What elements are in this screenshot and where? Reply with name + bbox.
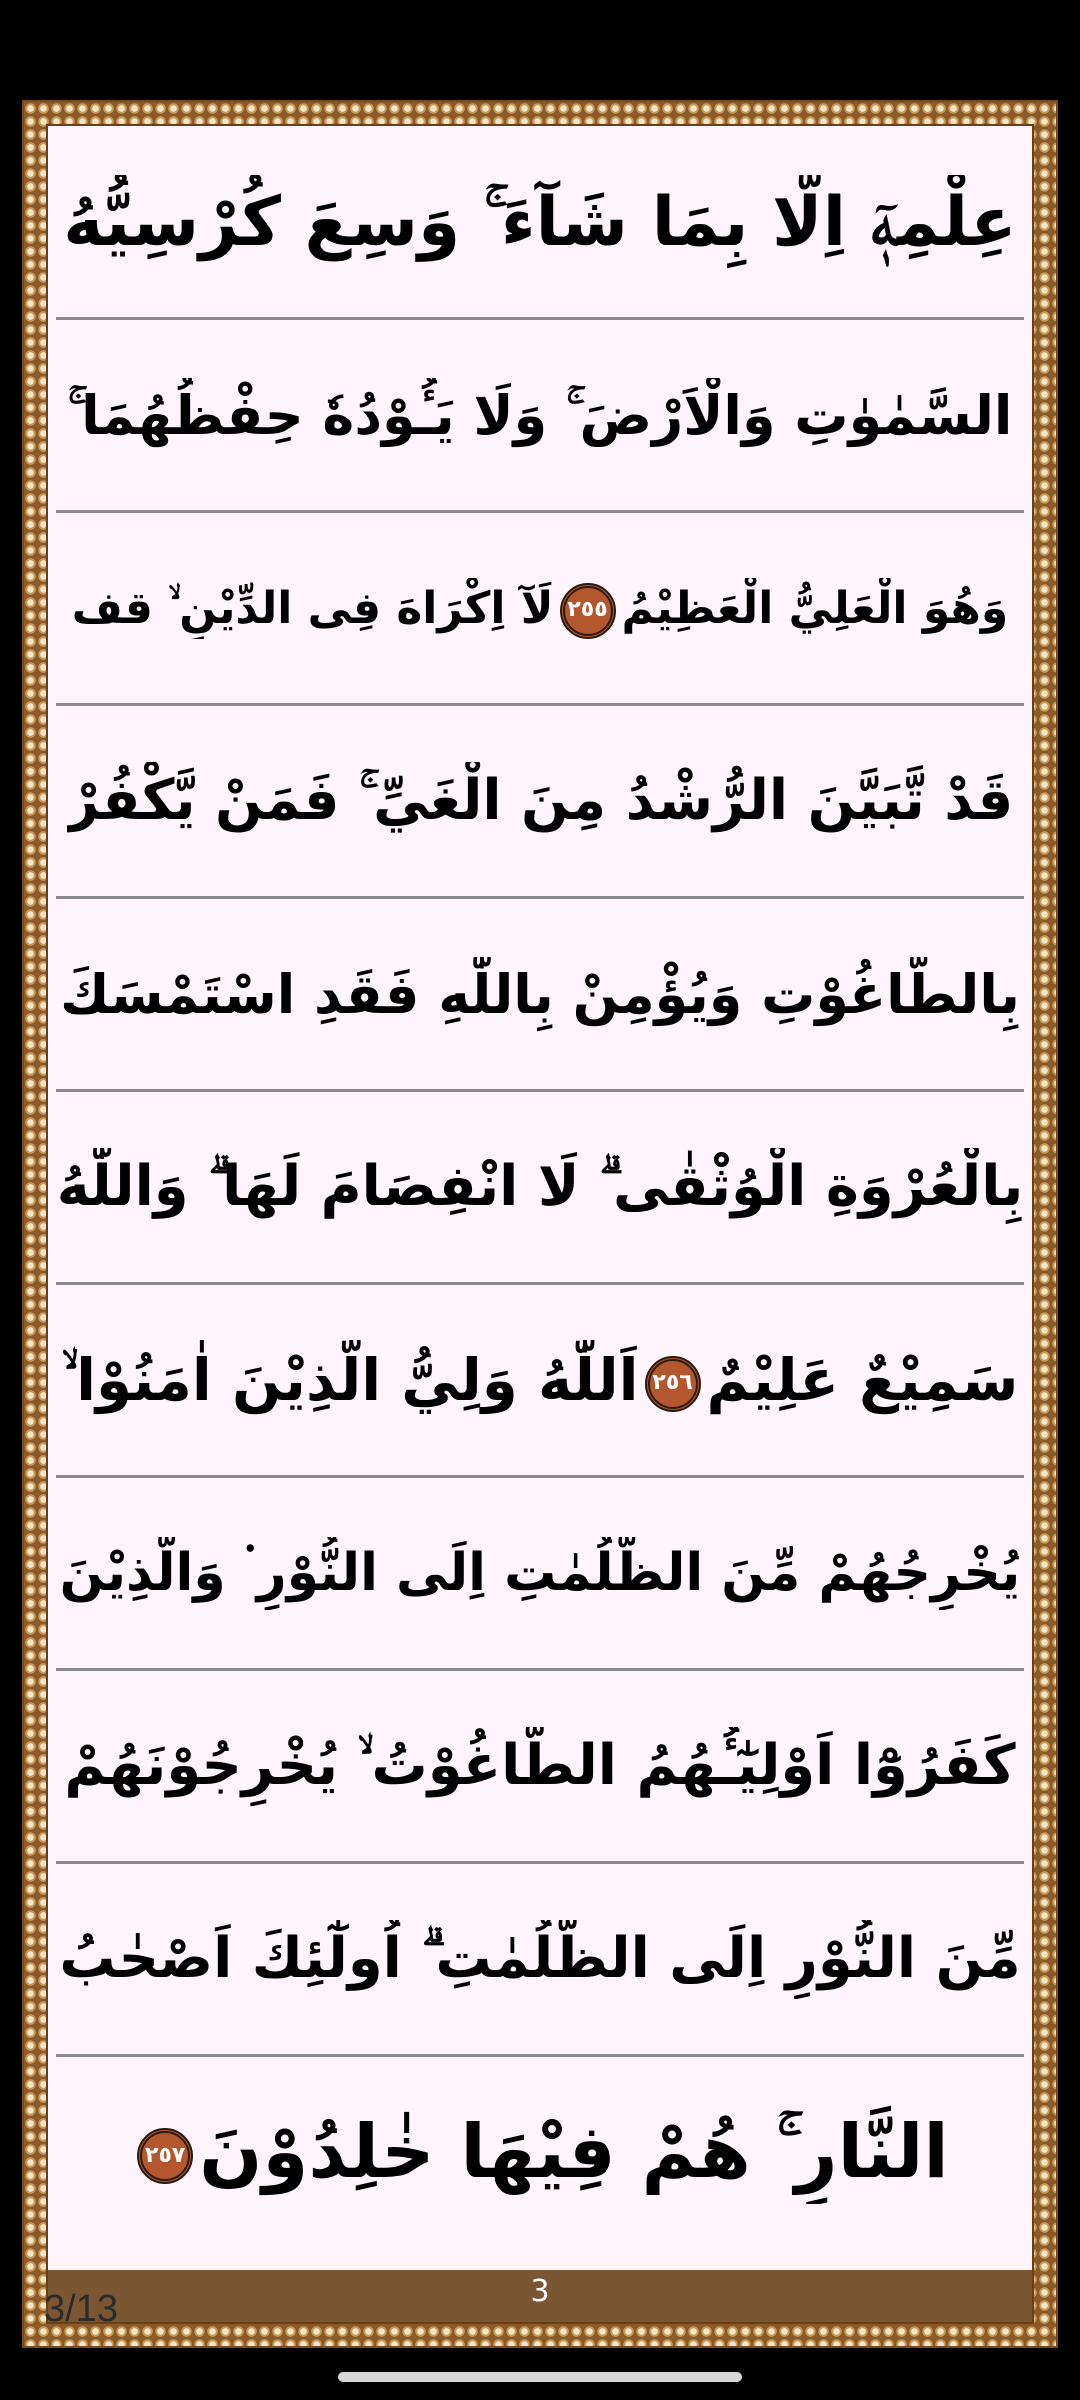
verse-line: [56, 2056, 1024, 2249]
ayah-number-marker[interactable]: ٢٥٦: [645, 1356, 701, 1412]
status-bar: [0, 0, 1080, 94]
verse-text-continued: لَآ اِكْرَاهَ فِى الدِّيْنِ ۙ قف: [71, 582, 554, 634]
page-counter: 3/13: [44, 2288, 118, 2330]
verse-line: [56, 1863, 1024, 2056]
verse-text: عِلْمِهٖٓ اِلَّا بِمَا شَآءَ ۚ وَسِعَ كُرْسِيُّهُ: [63, 182, 1017, 262]
quran-page-frame: [22, 100, 1058, 2348]
verse-text: كَفَرُوْٓا اَوْلِيٰٓـُٔهُمُ الطَّاغُوْتُ ۙ يُخْرِجُوْنَهُمْ: [64, 1733, 1016, 1799]
verse-line: [56, 705, 1024, 898]
verse-text: النَّارِ ۚ هُمْ فِيْهَا خٰلِدُوْنَ: [199, 2108, 949, 2195]
verse-line-text: [59, 1920, 1020, 1998]
verse-line-text: [131, 2101, 949, 2205]
verse-text: بِالْعُرْوَةِ الْوُثْقٰى ۗ لَا انْفِصَامَ لَهَا ۗ وَاللّٰهُ: [56, 1154, 1024, 1220]
verse-line: [56, 126, 1024, 319]
verse-text: وَهُوَ الْعَلِيُّ الْعَظِيْمُ: [621, 582, 1009, 634]
verse-text: مِّنَ النُّوْرِ اِلَى الظُّلُمٰتِ ۗ اُولٰٓئِكَ اَصْحٰبُ: [59, 1926, 1021, 1992]
verse-line-text: [72, 578, 1009, 640]
verse-text: بِالطَّاغُوْتِ وَيُؤْمِنْ بِاللّٰهِ فَقَدِ اسْتَمْسَكَ: [60, 962, 1020, 1026]
verse-text: قَدْ تَّبَيَّنَ الرُّشْدُ مِنَ الْغَيِّ ۚ فَمَنْ يَّكْفُرْ: [66, 768, 1014, 834]
verse-line-text: [63, 175, 1017, 270]
verse-text: يُخْرِجُهُمْ مِّنَ الظُّلُمٰتِ اِلَى النُّوْرِ ۬ وَالَّذِيْنَ: [59, 1543, 1021, 1604]
verse-lines: [48, 126, 1032, 2251]
verse-line-text: [60, 957, 1020, 1033]
ayah-number-marker[interactable]: ٢٥٧: [137, 2128, 193, 2184]
quran-page[interactable]: [46, 124, 1034, 2324]
page-footer: [48, 2270, 1032, 2322]
ayah-number-marker[interactable]: ٢٥٥: [560, 583, 616, 639]
home-indicator[interactable]: [338, 2372, 742, 2382]
page-number: 3: [530, 2274, 550, 2309]
verse-line: [56, 1477, 1024, 1670]
verse-line-text: [64, 1727, 1015, 1805]
verse-line: [56, 1284, 1024, 1477]
verse-text: سَمِيْعٌ عَلِيْمٌ: [706, 1345, 1019, 1414]
verse-line-text: [57, 1148, 1024, 1226]
verse-line-text: [68, 378, 1013, 454]
verse-line: [56, 1670, 1024, 1863]
verse-text: السَّمٰوٰتِ وَالْاَرْضَ ۚ وَلَا يَـُٔوْدُهٗ حِفْظُهُمَا ۚ: [67, 383, 1013, 447]
verse-line-text: [60, 1537, 1021, 1610]
verse-line: [56, 319, 1024, 512]
verse-line-text: [67, 762, 1014, 840]
verse-line: [56, 512, 1024, 705]
verse-line: [56, 898, 1024, 1091]
verse-line: [56, 1091, 1024, 1284]
verse-text-continued: اَللّٰهُ وَلِيُّ الَّذِيْنَ اٰمَنُوْا ۙ: [61, 1345, 639, 1414]
verse-line-text: [62, 1340, 1019, 1421]
